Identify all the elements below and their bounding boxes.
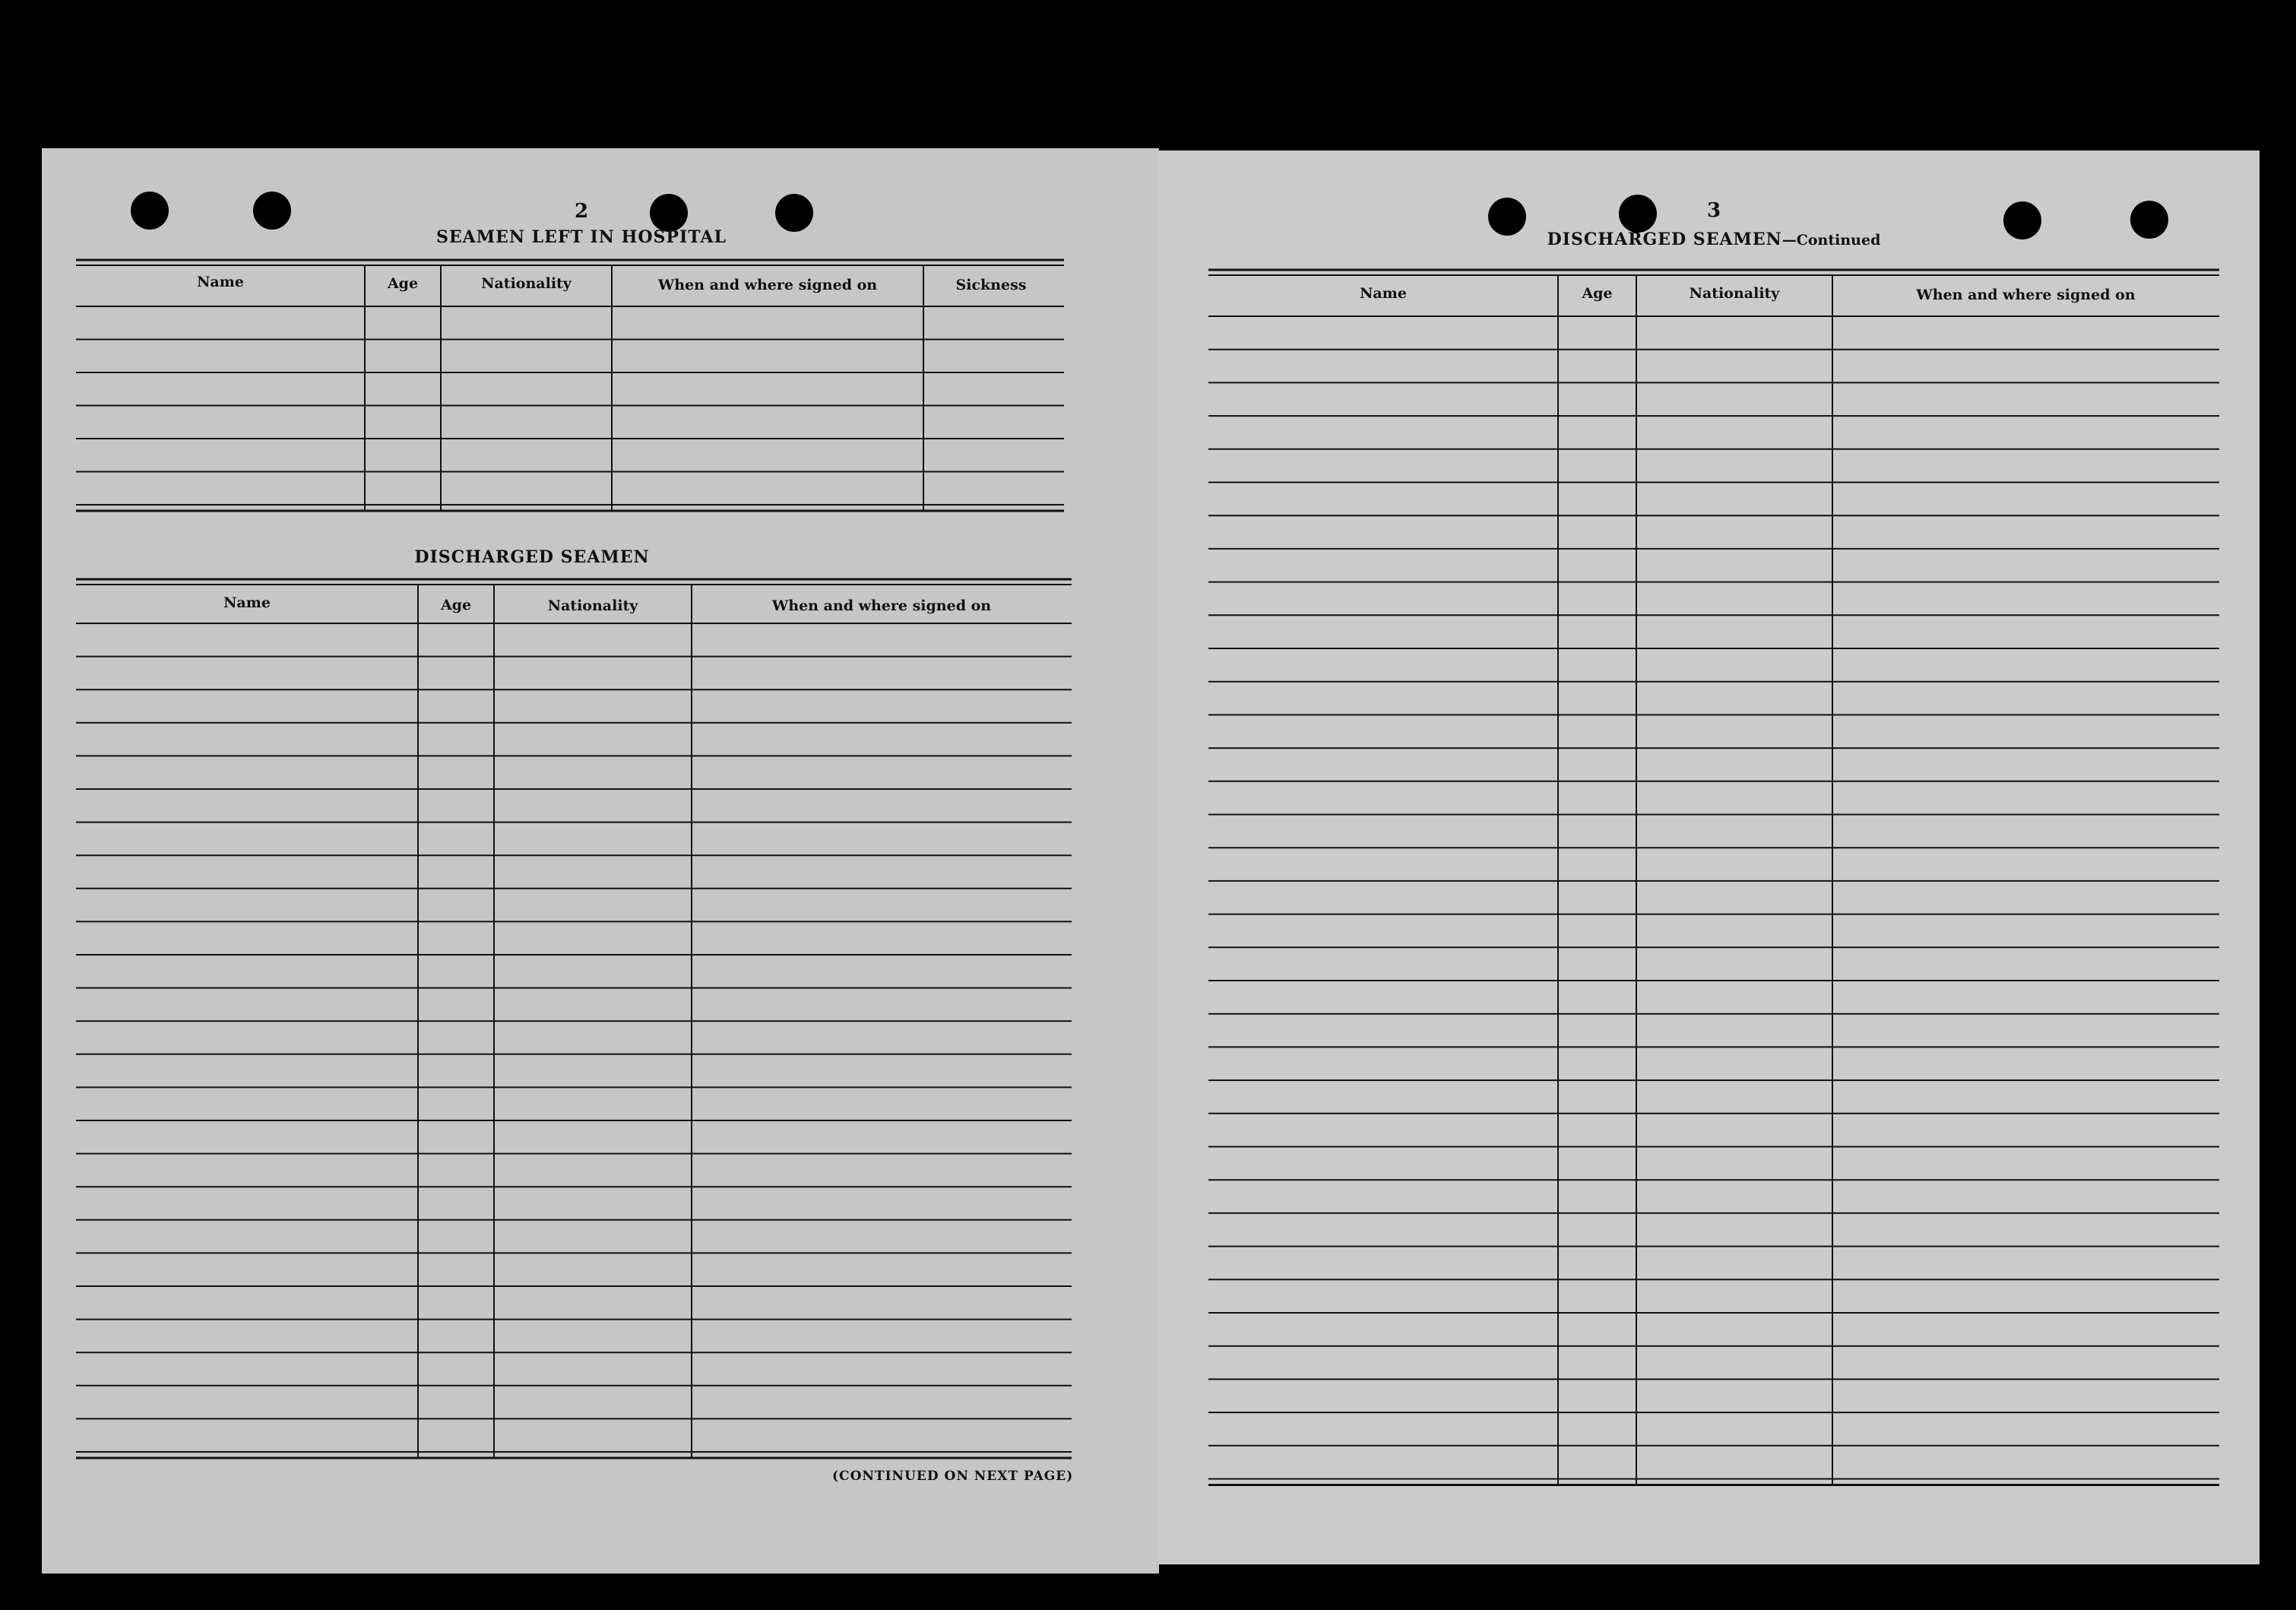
page-number: 3: [1706, 199, 1721, 222]
discharged-section-title: DISCHARGED SEAMEN: [414, 547, 650, 567]
column-header: Name: [197, 274, 244, 290]
left-page: [42, 148, 1159, 1574]
page-number: 2: [574, 200, 589, 223]
discharged-table-grid: [76, 578, 1072, 1467]
punch-hole: [2130, 201, 2168, 239]
column-header: Nationality: [547, 597, 638, 614]
discharged-title-text: DISCHARGED SEAMEN: [1547, 230, 1782, 249]
column-header: When and where signed on: [771, 597, 992, 614]
punch-hole: [253, 192, 291, 230]
column-header: Name: [1360, 285, 1407, 302]
punch-hole: [650, 194, 688, 232]
punch-hole: [775, 194, 813, 232]
column-header: Age: [440, 597, 472, 613]
continued-suffix: —Continued: [1781, 232, 1881, 249]
discharged-continued-table-grid: [1208, 268, 2219, 1492]
column-header: Age: [387, 275, 419, 292]
column-header: When and where signed on: [1916, 287, 2136, 303]
column-header: Name: [223, 594, 271, 611]
continued-footer: (CONTINUED ON NEXT PAGE): [832, 1469, 1074, 1484]
punch-hole: [2003, 201, 2041, 239]
column-header: Nationality: [481, 275, 572, 292]
column-header: Age: [1582, 285, 1613, 302]
right-page: [1159, 151, 2260, 1564]
discharged-section-title: [1478, 230, 1949, 249]
punch-hole: [131, 192, 169, 230]
hospital-section-title: SEAMEN LEFT IN HOSPITAL: [436, 227, 727, 247]
punch-hole: [1619, 195, 1657, 233]
column-header: When and where signed on: [657, 277, 878, 293]
column-header: Sickness: [955, 277, 1027, 293]
discharged-continued-table: [1208, 268, 2219, 1492]
column-header: Nationality: [1689, 285, 1780, 302]
discharged-table: [76, 578, 1072, 1467]
